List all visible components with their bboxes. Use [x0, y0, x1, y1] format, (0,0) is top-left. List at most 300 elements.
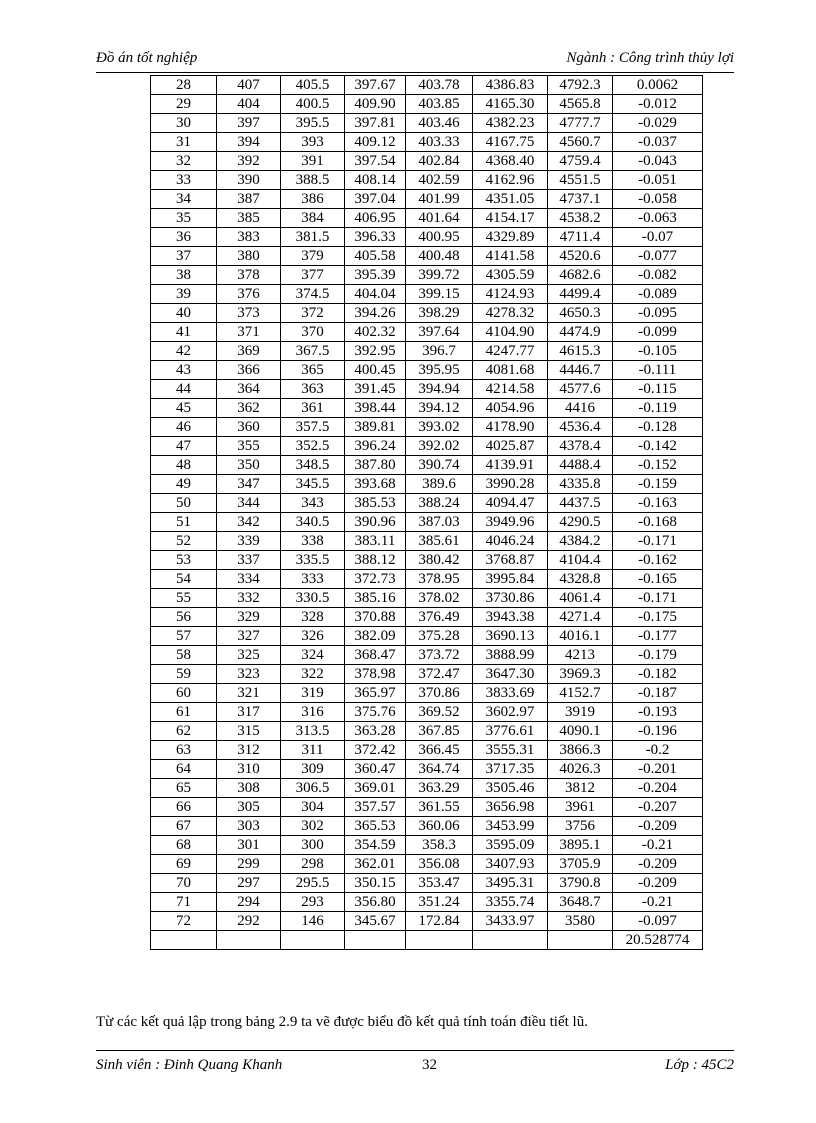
table-cell: 4046.24 — [473, 532, 548, 551]
table-row — [151, 323, 703, 342]
table-cell: 369 — [217, 342, 281, 361]
table-cell: -0.152 — [613, 456, 703, 475]
table-cell: 363.28 — [345, 722, 406, 741]
table-cell: 355 — [217, 437, 281, 456]
table-cell: -0.012 — [613, 95, 703, 114]
table-cell: 387 — [217, 190, 281, 209]
table-cell: -0.099 — [613, 323, 703, 342]
table-cell: 388.24 — [406, 494, 473, 513]
table-cell: 356.80 — [345, 893, 406, 912]
table-cell: 4382.23 — [473, 114, 548, 133]
table-cell: 385 — [217, 209, 281, 228]
table-cell: 3355.74 — [473, 893, 548, 912]
table-cell: 407 — [217, 76, 281, 95]
table-cell: 54 — [151, 570, 217, 589]
table-cell: 65 — [151, 779, 217, 798]
table-cell: 335.5 — [281, 551, 345, 570]
table-row — [151, 361, 703, 380]
table-cell — [548, 931, 613, 950]
table-cell: 146 — [281, 912, 345, 931]
table-cell: 4247.77 — [473, 342, 548, 361]
table-cell: 326 — [281, 627, 345, 646]
table-cell: 324 — [281, 646, 345, 665]
table-cell: -0.159 — [613, 475, 703, 494]
table-cell: 405.58 — [345, 247, 406, 266]
table-cell: 378.98 — [345, 665, 406, 684]
page-number: 32 — [422, 1057, 437, 1073]
table-cell: -0.089 — [613, 285, 703, 304]
table-cell: 372.42 — [345, 741, 406, 760]
table-cell: 390.96 — [345, 513, 406, 532]
table-cell: 372.73 — [345, 570, 406, 589]
table-cell: 396.33 — [345, 228, 406, 247]
table-cell: -0.182 — [613, 665, 703, 684]
table-cell: -0.142 — [613, 437, 703, 456]
table-row — [151, 798, 703, 817]
table-cell: 3969.3 — [548, 665, 613, 684]
table-cell: -0.175 — [613, 608, 703, 627]
table-cell: 378 — [217, 266, 281, 285]
table-cell: 361.55 — [406, 798, 473, 817]
table-row — [151, 722, 703, 741]
table-cell: 376.49 — [406, 608, 473, 627]
table-cell: 0.0062 — [613, 76, 703, 95]
table-cell: 367.85 — [406, 722, 473, 741]
table-cell: 3407.93 — [473, 855, 548, 874]
table-cell: 339 — [217, 532, 281, 551]
table-cell: 4054.96 — [473, 399, 548, 418]
table-cell: 378.02 — [406, 589, 473, 608]
table-cell: 4777.7 — [548, 114, 613, 133]
table-cell: 342 — [217, 513, 281, 532]
table-cell — [217, 931, 281, 950]
table-cell: 3495.31 — [473, 874, 548, 893]
table-cell: 70 — [151, 874, 217, 893]
table-cell: 345.67 — [345, 912, 406, 931]
table-cell: 393.68 — [345, 475, 406, 494]
table-cell: 45 — [151, 399, 217, 418]
table-cell — [151, 931, 217, 950]
table-cell: 4271.4 — [548, 608, 613, 627]
table-cell: 303 — [217, 817, 281, 836]
table-cell: 370 — [281, 323, 345, 342]
table-cell: 372 — [281, 304, 345, 323]
table-cell: 321 — [217, 684, 281, 703]
table-cell: 364 — [217, 380, 281, 399]
table-cell: 3888.99 — [473, 646, 548, 665]
table-cell — [406, 931, 473, 950]
table-row — [151, 475, 703, 494]
table-cell: 366.45 — [406, 741, 473, 760]
table-cell: 3790.8 — [548, 874, 613, 893]
table-cell: 343 — [281, 494, 345, 513]
table-cell: 387.03 — [406, 513, 473, 532]
table-cell: 61 — [151, 703, 217, 722]
table-cell: 311 — [281, 741, 345, 760]
table-cell: 4792.3 — [548, 76, 613, 95]
table-cell: 322 — [281, 665, 345, 684]
table-cell: 365.97 — [345, 684, 406, 703]
table-row — [151, 912, 703, 931]
table-cell: 20.528774 — [613, 931, 703, 950]
table-cell: 34 — [151, 190, 217, 209]
table-cell: 371 — [217, 323, 281, 342]
table-cell: 4016.1 — [548, 627, 613, 646]
table-cell: 401.64 — [406, 209, 473, 228]
table-cell: 4488.4 — [548, 456, 613, 475]
table-cell: 55 — [151, 589, 217, 608]
table-cell: 369.52 — [406, 703, 473, 722]
table-cell: 373 — [217, 304, 281, 323]
table-cell — [473, 931, 548, 950]
table-cell: 395.95 — [406, 361, 473, 380]
table-cell: 4499.4 — [548, 285, 613, 304]
table-cell: 63 — [151, 741, 217, 760]
table-cell: 4152.7 — [548, 684, 613, 703]
table-cell: 300 — [281, 836, 345, 855]
table-cell: 4090.1 — [548, 722, 613, 741]
table-cell: -0.171 — [613, 589, 703, 608]
table-cell: 71 — [151, 893, 217, 912]
table-row — [151, 418, 703, 437]
table-cell: 400.95 — [406, 228, 473, 247]
table-cell: 4154.17 — [473, 209, 548, 228]
table-cell: 294 — [217, 893, 281, 912]
table-row — [151, 209, 703, 228]
table-cell: 332 — [217, 589, 281, 608]
table-row — [151, 874, 703, 893]
table-row — [151, 95, 703, 114]
table-cell: 362.01 — [345, 855, 406, 874]
table-cell: 356.08 — [406, 855, 473, 874]
flood-routing-table — [150, 75, 703, 950]
table-cell: 3919 — [548, 703, 613, 722]
table-cell: -0.21 — [613, 893, 703, 912]
table-cell: 391 — [281, 152, 345, 171]
table-cell: 360.06 — [406, 817, 473, 836]
table-cell: -0.043 — [613, 152, 703, 171]
table-cell: 380 — [217, 247, 281, 266]
table-cell: 396.7 — [406, 342, 473, 361]
table-cell: -0.082 — [613, 266, 703, 285]
table-cell: 4565.8 — [548, 95, 613, 114]
table-cell: 377 — [281, 266, 345, 285]
table-cell: 394.94 — [406, 380, 473, 399]
table-cell: 3961 — [548, 798, 613, 817]
table-cell: 312 — [217, 741, 281, 760]
table-cell: 29 — [151, 95, 217, 114]
table-cell: 4025.87 — [473, 437, 548, 456]
table-cell: 393.02 — [406, 418, 473, 437]
table-cell: 4737.1 — [548, 190, 613, 209]
table-cell: 3990.28 — [473, 475, 548, 494]
table-cell: 323 — [217, 665, 281, 684]
table-cell: 315 — [217, 722, 281, 741]
table-cell: 4384.2 — [548, 532, 613, 551]
table-cell: 370.86 — [406, 684, 473, 703]
table-cell: -0.077 — [613, 247, 703, 266]
table-cell: -0.165 — [613, 570, 703, 589]
table-cell: 4124.93 — [473, 285, 548, 304]
table-cell: 397.81 — [345, 114, 406, 133]
table-cell: 4214.58 — [473, 380, 548, 399]
table-cell: 319 — [281, 684, 345, 703]
table-cell: -0.119 — [613, 399, 703, 418]
table-cell: 400.48 — [406, 247, 473, 266]
table-cell: 39 — [151, 285, 217, 304]
table-row — [151, 570, 703, 589]
table-cell: 403.46 — [406, 114, 473, 133]
table-row — [151, 266, 703, 285]
table-cell: 363 — [281, 380, 345, 399]
table-cell: 4026.3 — [548, 760, 613, 779]
table-row — [151, 589, 703, 608]
table-cell: 360.47 — [345, 760, 406, 779]
table-cell: 38 — [151, 266, 217, 285]
table-cell: 397 — [217, 114, 281, 133]
table-cell: 35 — [151, 209, 217, 228]
table-cell: 3690.13 — [473, 627, 548, 646]
table-cell: 375.28 — [406, 627, 473, 646]
table-cell — [281, 931, 345, 950]
table-cell: 4141.58 — [473, 247, 548, 266]
table-cell: 305 — [217, 798, 281, 817]
table-row — [151, 855, 703, 874]
page-footer — [96, 1050, 734, 1077]
table-row — [151, 551, 703, 570]
table-cell: 366 — [217, 361, 281, 380]
table-row — [151, 931, 703, 950]
table-cell: -0.187 — [613, 684, 703, 703]
table-cell: 3717.35 — [473, 760, 548, 779]
table-cell: 66 — [151, 798, 217, 817]
page-header — [96, 50, 734, 73]
table-cell: 3705.9 — [548, 855, 613, 874]
table-cell: 333 — [281, 570, 345, 589]
table-cell: 3555.31 — [473, 741, 548, 760]
table-cell: -0.177 — [613, 627, 703, 646]
table-cell: 43 — [151, 361, 217, 380]
table-cell: 306.5 — [281, 779, 345, 798]
table-row — [151, 285, 703, 304]
table-cell: 4329.89 — [473, 228, 548, 247]
table-cell: 4711.4 — [548, 228, 613, 247]
table-cell: 357.5 — [281, 418, 345, 437]
table-cell: 4335.8 — [548, 475, 613, 494]
table-cell: -0.037 — [613, 133, 703, 152]
table-cell: 397.67 — [345, 76, 406, 95]
table-row — [151, 437, 703, 456]
table-cell: 395.39 — [345, 266, 406, 285]
table-cell: 365 — [281, 361, 345, 380]
table-cell: 310 — [217, 760, 281, 779]
table-row — [151, 760, 703, 779]
table-cell: 391.45 — [345, 380, 406, 399]
table-cell: 3776.61 — [473, 722, 548, 741]
table-cell: 4577.6 — [548, 380, 613, 399]
table-cell: 402.59 — [406, 171, 473, 190]
table-cell: 397.64 — [406, 323, 473, 342]
table-cell: 373.72 — [406, 646, 473, 665]
table-row — [151, 494, 703, 513]
table-cell: 295.5 — [281, 874, 345, 893]
table-cell: 369.01 — [345, 779, 406, 798]
table-cell: 344 — [217, 494, 281, 513]
table-cell: 298 — [281, 855, 345, 874]
table-cell: 405.5 — [281, 76, 345, 95]
table-cell: 309 — [281, 760, 345, 779]
table-cell: -0.2 — [613, 741, 703, 760]
table-cell: 340.5 — [281, 513, 345, 532]
table-row — [151, 703, 703, 722]
table-cell: 4474.9 — [548, 323, 613, 342]
table-cell: 4536.4 — [548, 418, 613, 437]
table-cell: 392.02 — [406, 437, 473, 456]
table-cell: 57 — [151, 627, 217, 646]
table-cell: -0.105 — [613, 342, 703, 361]
table-cell: 4416 — [548, 399, 613, 418]
table-cell: 404 — [217, 95, 281, 114]
table-cell: 46 — [151, 418, 217, 437]
table-cell: 404.04 — [345, 285, 406, 304]
table-cell: 397.04 — [345, 190, 406, 209]
table-cell: 4167.75 — [473, 133, 548, 152]
table-cell: 31 — [151, 133, 217, 152]
table-cell: 403.78 — [406, 76, 473, 95]
table-cell: 48 — [151, 456, 217, 475]
table-row — [151, 133, 703, 152]
table-cell: 378.95 — [406, 570, 473, 589]
table-cell: 4213 — [548, 646, 613, 665]
table-cell: 3656.98 — [473, 798, 548, 817]
table-cell: 348.5 — [281, 456, 345, 475]
table-cell: 382.09 — [345, 627, 406, 646]
table-row — [151, 684, 703, 703]
table-cell: -0.21 — [613, 836, 703, 855]
table-row — [151, 114, 703, 133]
table-cell: 4437.5 — [548, 494, 613, 513]
table-cell: 357.57 — [345, 798, 406, 817]
table-cell: -0.168 — [613, 513, 703, 532]
table-cell: 4615.3 — [548, 342, 613, 361]
table-cell: -0.209 — [613, 855, 703, 874]
table-cell: 37 — [151, 247, 217, 266]
table-cell: 316 — [281, 703, 345, 722]
table-cell: 64 — [151, 760, 217, 779]
table-cell: 4351.05 — [473, 190, 548, 209]
table-row — [151, 304, 703, 323]
table-row — [151, 247, 703, 266]
table-row — [151, 190, 703, 209]
table-cell: 172.84 — [406, 912, 473, 931]
table-cell: 4278.32 — [473, 304, 548, 323]
table-cell: 59 — [151, 665, 217, 684]
table-row — [151, 342, 703, 361]
table-cell: 399.15 — [406, 285, 473, 304]
table-cell: 385.16 — [345, 589, 406, 608]
table-cell: 334 — [217, 570, 281, 589]
table-cell: -0.115 — [613, 380, 703, 399]
table-cell: 44 — [151, 380, 217, 399]
table-row — [151, 741, 703, 760]
table-cell: 4061.4 — [548, 589, 613, 608]
table-cell: -0.209 — [613, 817, 703, 836]
table-cell: 68 — [151, 836, 217, 855]
table-cell: 4305.59 — [473, 266, 548, 285]
table-cell: 302 — [281, 817, 345, 836]
table-cell: 381.5 — [281, 228, 345, 247]
table-row — [151, 608, 703, 627]
table-cell: 361 — [281, 399, 345, 418]
table-cell: -0.128 — [613, 418, 703, 437]
table-cell: 28 — [151, 76, 217, 95]
table-cell: -0.051 — [613, 171, 703, 190]
table-cell: 384 — [281, 209, 345, 228]
table-cell: -0.063 — [613, 209, 703, 228]
table-row — [151, 893, 703, 912]
table-cell: 4560.7 — [548, 133, 613, 152]
table-cell: 394.26 — [345, 304, 406, 323]
table-row — [151, 171, 703, 190]
table-cell: 60 — [151, 684, 217, 703]
table-cell: 40 — [151, 304, 217, 323]
table-cell: 393 — [281, 133, 345, 152]
table-cell: 392 — [217, 152, 281, 171]
table-cell: 4551.5 — [548, 171, 613, 190]
table-cell: 363.29 — [406, 779, 473, 798]
table-cell: 3453.99 — [473, 817, 548, 836]
table-cell: 4094.47 — [473, 494, 548, 513]
table-cell: 360 — [217, 418, 281, 437]
table-cell: 4386.83 — [473, 76, 548, 95]
table-cell: 358.3 — [406, 836, 473, 855]
table-row — [151, 456, 703, 475]
table-cell: 4139.91 — [473, 456, 548, 475]
table-cell: 372.47 — [406, 665, 473, 684]
table-cell: 293 — [281, 893, 345, 912]
table-cell: 297 — [217, 874, 281, 893]
table-cell: 403.33 — [406, 133, 473, 152]
table-row — [151, 817, 703, 836]
table-cell: 32 — [151, 152, 217, 171]
table-cell: 3768.87 — [473, 551, 548, 570]
table-cell: -0.171 — [613, 532, 703, 551]
table-cell: 3943.38 — [473, 608, 548, 627]
table-cell: 390.74 — [406, 456, 473, 475]
table-cell: 3895.1 — [548, 836, 613, 855]
table-cell: 3812 — [548, 779, 613, 798]
table-cell: 387.80 — [345, 456, 406, 475]
table-cell: -0.196 — [613, 722, 703, 741]
table-row — [151, 399, 703, 418]
table-row — [151, 627, 703, 646]
table-cell: 313.5 — [281, 722, 345, 741]
table-cell: 347 — [217, 475, 281, 494]
table-cell: -0.111 — [613, 361, 703, 380]
table-row — [151, 665, 703, 684]
table-cell: 41 — [151, 323, 217, 342]
table-cell: 4290.5 — [548, 513, 613, 532]
table-cell: 351.24 — [406, 893, 473, 912]
table-cell: 394.12 — [406, 399, 473, 418]
table-cell: 317 — [217, 703, 281, 722]
table-cell: 376 — [217, 285, 281, 304]
table-cell: 3647.30 — [473, 665, 548, 684]
table-cell: 353.47 — [406, 874, 473, 893]
table-cell: -0.097 — [613, 912, 703, 931]
table-cell: 3949.96 — [473, 513, 548, 532]
table-cell: 4104.4 — [548, 551, 613, 570]
